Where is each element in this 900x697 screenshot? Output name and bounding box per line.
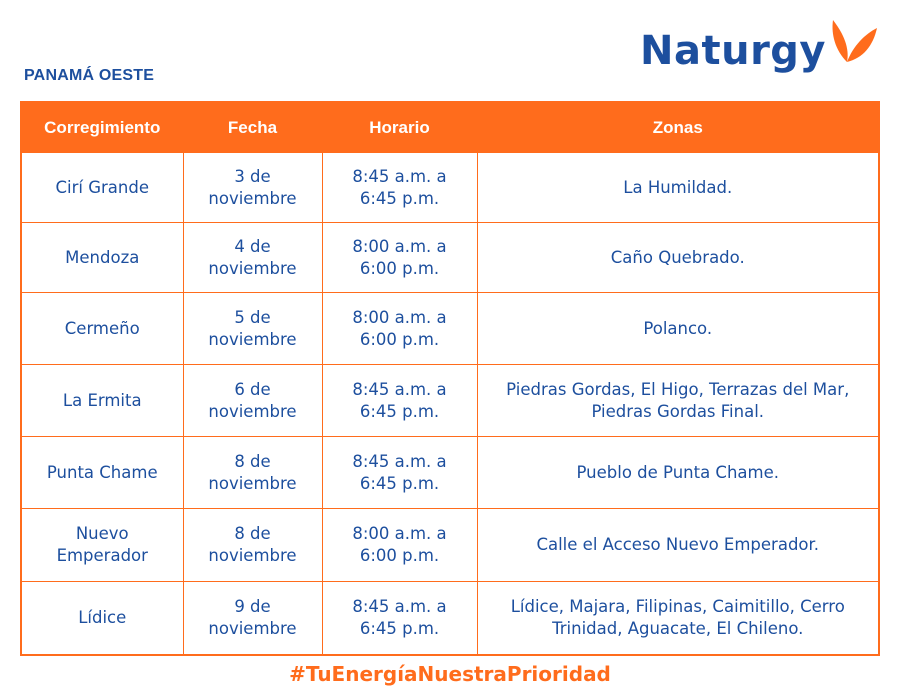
butterfly-icon (825, 16, 879, 76)
cell-corregimiento: Lídice (21, 582, 183, 655)
cell-fecha: 4 de noviembre (183, 223, 322, 293)
header-zonas: Zonas (477, 102, 879, 153)
region-title: PANAMÁ OESTE (24, 67, 155, 84)
header-corregimiento: Corregimiento (21, 102, 183, 153)
header-horario: Horario (322, 102, 477, 153)
cell-zonas: Caño Quebrado. (477, 223, 879, 293)
cell-horario: 8:45 a.m. a 6:45 p.m. (322, 582, 477, 655)
outage-schedule-table (20, 101, 880, 656)
cell-horario: 8:45 a.m. a 6:45 p.m. (322, 365, 477, 437)
campaign-hashtag: #TuEnergíaNuestraPrioridad (289, 662, 611, 686)
cell-zonas: Calle el Acceso Nuevo Emperador. (477, 509, 879, 582)
cell-corregimiento: Nuevo Emperador (21, 509, 183, 582)
cell-zonas: La Humildad. (477, 153, 879, 223)
cell-horario: 8:45 a.m. a 6:45 p.m. (322, 437, 477, 509)
cell-fecha: 8 de noviembre (183, 509, 322, 582)
cell-corregimiento: Cermeño (21, 293, 183, 365)
cell-zonas: Lídice, Majara, Filipinas, Caimitillo, Cerro Trinidad, Aguacate, El Chileno. (477, 582, 879, 655)
cell-corregimiento: Cirí Grande (21, 153, 183, 223)
cell-fecha: 6 de noviembre (183, 365, 322, 437)
cell-corregimiento: La Ermita (21, 365, 183, 437)
cell-horario: 8:00 a.m. a 6:00 p.m. (322, 223, 477, 293)
cell-horario: 8:00 a.m. a 6:00 p.m. (322, 509, 477, 582)
cell-zonas: Polanco. (477, 293, 879, 365)
cell-corregimiento: Punta Chame (21, 437, 183, 509)
cell-horario: 8:00 a.m. a 6:00 p.m. (322, 293, 477, 365)
table-row (21, 365, 879, 437)
table-row (21, 153, 879, 223)
naturgy-logo (640, 14, 885, 84)
table-row (21, 582, 879, 655)
header-fecha: Fecha (183, 102, 322, 153)
cell-zonas: Pueblo de Punta Chame. (477, 437, 879, 509)
cell-fecha: 3 de noviembre (183, 153, 322, 223)
table-row (21, 509, 879, 582)
logo-wordmark: Naturgy (640, 28, 826, 74)
cell-fecha: 8 de noviembre (183, 437, 322, 509)
cell-fecha: 5 de noviembre (183, 293, 322, 365)
cell-corregimiento: Mendoza (21, 223, 183, 293)
cell-fecha: 9 de noviembre (183, 582, 322, 655)
table-header-row (21, 102, 879, 153)
table-row (21, 437, 879, 509)
table-row (21, 223, 879, 293)
table-row (21, 293, 879, 365)
cell-zonas: Piedras Gordas, El Higo, Terrazas del Mar, Piedras Gordas Final. (477, 365, 879, 437)
cell-horario: 8:45 a.m. a 6:45 p.m. (322, 153, 477, 223)
